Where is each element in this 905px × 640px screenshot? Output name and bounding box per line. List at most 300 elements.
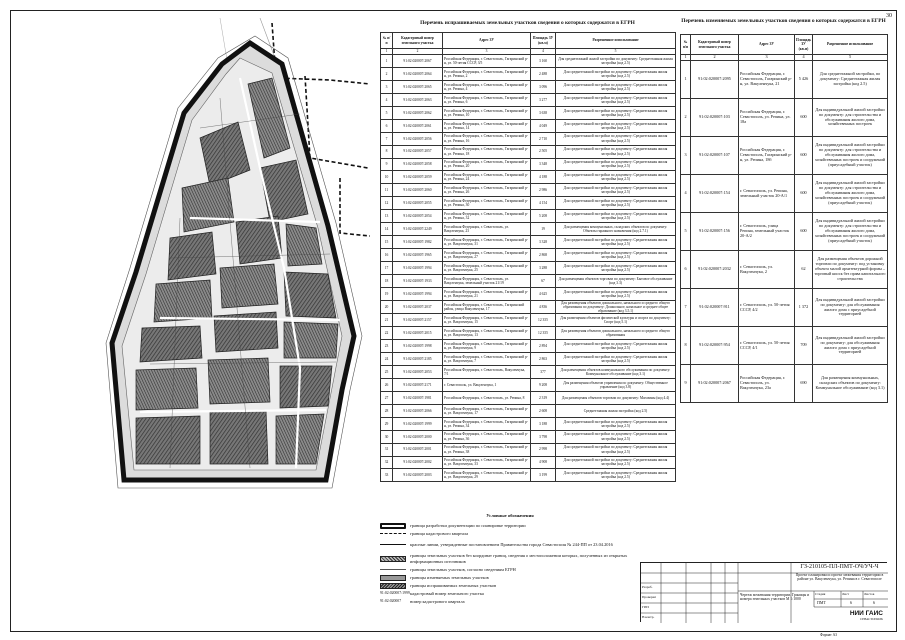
row-number: 8 xyxy=(681,327,691,365)
table-row xyxy=(381,223,676,236)
document-code: ГЗ-210105-ПЛ-ПМТ-ОЧ/УЧ-Ч xyxy=(800,564,879,570)
modified-parcels-table xyxy=(680,34,888,403)
parcel-area: 67 xyxy=(531,274,556,287)
table-row xyxy=(381,300,676,313)
permitted-use: Для среднеэтажной застройки по документу: Среднеэтажная жилая застройка (код 2.5) xyxy=(556,171,676,184)
row-number: 3 xyxy=(381,80,393,93)
col-number: 5 xyxy=(813,55,888,61)
title-block xyxy=(640,562,887,622)
cadastral-number: 91:02:020007:2002 xyxy=(393,456,443,469)
parcel-address: Российская Федерация, г. Севастополь, Гагаринский р-н, ул. Вакуленчука, 17 xyxy=(443,404,531,417)
table-row xyxy=(381,55,676,68)
permitted-use: Для среднеэтажной застройки по документу: Среднеэтажная жилая застройка (код 2.5) xyxy=(556,119,676,132)
permitted-use: Для среднеэтажной застройки по документу: Среднеэтажная жилая застройка (код 2.5) xyxy=(556,184,676,197)
row-number: 28 xyxy=(381,404,393,417)
cadastral-number: 91:02:020007:2054 xyxy=(393,210,443,223)
legend-item-kn xyxy=(380,590,640,598)
parcel-area: 2 868 xyxy=(531,249,556,262)
cadastral-number: 91:02:020007:1994 xyxy=(393,287,443,300)
parcel-address: Российская Федерация, г. Севастополь, Гагаринский р-н, ул. Репина, 18б xyxy=(739,137,795,175)
requested-parcels-table xyxy=(380,32,676,482)
cadastral-number: 91:02:020007:2063 xyxy=(393,93,443,106)
col-header-area: Площадь ЗУ (кв.м) xyxy=(531,33,556,49)
parcel xyxy=(286,224,322,266)
col-number: 3 xyxy=(443,49,531,55)
legend-text: границы земельных участков, согласно сведениям ЕГРН xyxy=(410,566,516,572)
permitted-use: Для среднеэтажной застройки по документу: Среднеэтажная жилая застройка (код 2.5) xyxy=(556,443,676,456)
role-chief: ГИП xyxy=(642,605,649,609)
cadastral-number: 91:02:020007:2015 xyxy=(393,327,443,340)
cadastral-number: 91:02:020007:2058 xyxy=(393,158,443,171)
permitted-use: Среднеэтажная жилая застройка (код 2.5) xyxy=(556,404,676,417)
col-header-cadastral: Кадастровый номер земельного участка xyxy=(691,35,739,55)
table-row xyxy=(681,365,888,403)
parcel xyxy=(168,232,216,280)
parcel-address: Российская Федерация, г. Севастополь, Гагаринский р-н, ул. Репина, 14 xyxy=(443,119,531,132)
permitted-use: Для размещения объектов дошкольного, начального и среднего общего образования по документу: Дошкольное, начальное и среднее общее образование (код 3.5.1) xyxy=(556,300,676,313)
parcel-area: 2 986 xyxy=(531,184,556,197)
cadastral-number: 91:02:020007:154 xyxy=(691,175,739,213)
table-row xyxy=(381,456,676,469)
parcel-area: 377 xyxy=(531,365,556,378)
sheet-value: 6 xyxy=(850,600,852,605)
table1-title: Перечень испрашиваемых земельных участков сведения о которых содержатся в ЕГРН xyxy=(420,20,635,26)
legend-text: граница разработки документации по планировке территории xyxy=(410,522,526,528)
row-number: 2 xyxy=(681,99,691,137)
parcel-area: 3 798 xyxy=(531,430,556,443)
table-row xyxy=(681,61,888,99)
parcel-address: Российская Федерация, г. Севастополь, Гагаринский р-н, ул. Репина, 4 xyxy=(443,80,531,93)
parcel-address: Российская Федерация, г. Севастополь, Гагаринский р-н, ул. Вакуленчука, 25 xyxy=(443,262,531,275)
boundary-symbol xyxy=(380,523,406,529)
parcel-address: Российская Федерация, г. Севастополь, Гагаринский р-н, ул. Вакуленчука, 31 xyxy=(443,236,531,249)
permitted-use: Для среднеэтажной застройки по документу: Среднеэтажная жилая застройка (код 2.5) xyxy=(556,106,676,119)
cadastral-number: 91:02:020007:2037 xyxy=(393,300,443,313)
cadastral-number: 91:02:020007:911 xyxy=(691,289,739,327)
col-number: 2 xyxy=(393,49,443,55)
col-header-use: Разрешенное использование xyxy=(813,35,888,55)
parcel-address: Российская Федерация, г. Севастополь, Гагаринский р-н, ул. Вакуленчука, 7 xyxy=(443,353,531,366)
parcel-area: 2 863 xyxy=(531,353,556,366)
row-number: 14 xyxy=(381,223,393,236)
permitted-use: Для среднеэтажной застройки по документу: Среднеэтажная жилая застройка (код 2.5) xyxy=(556,417,676,430)
parcel-address: Российская Федерация, г. Севастополь, Гагаринский р-н, ул. Вакуленчука, 21 xyxy=(739,61,795,99)
legend-item-no-coords xyxy=(380,552,640,566)
permitted-use: Для размещения объектов торговли по документу: Магазины (код 4.4) xyxy=(556,391,676,404)
table-row xyxy=(681,251,888,289)
parcel-area: 4 049 xyxy=(531,119,556,132)
parcel-address: Российская Федерация, г. Севастополь, Гагаринский р-н, ул. Репина, 38 xyxy=(443,443,531,456)
permitted-use: Для среднеэтажной застройки по документу: Среднеэтажная жилая застройка (код 2.5) xyxy=(556,210,676,223)
parcel xyxy=(280,366,332,408)
col-header-number: № п/п xyxy=(681,35,691,55)
permitted-use: Для среднеэтажной застройки по документу: Среднеэтажная жилая застройка (код 2.5) xyxy=(556,67,676,80)
row-number: 20 xyxy=(381,300,393,313)
permitted-use: Для размещения коммунальных, складских объектов по документу: Коммунальное обслуживание (код 3.1) xyxy=(813,365,888,403)
table-row xyxy=(381,119,676,132)
row-number: 19 xyxy=(381,287,393,300)
cadastral-number: 91:02:020007:1999 xyxy=(393,417,443,430)
row-number: 29 xyxy=(381,417,393,430)
legend-text: кадастровый номер земельного участка xyxy=(410,590,484,596)
parcel-area: 600 xyxy=(795,213,813,251)
table-row xyxy=(381,210,676,223)
parcel-area: 4 188 xyxy=(531,171,556,184)
parcel-address: Российская Федерация, г. Севастополь, ул. Вакуленчука, 23 xyxy=(443,223,531,236)
cadastral-number: 91:02:020007:1981 xyxy=(393,391,443,404)
permitted-use: Для среднеэтажной застройки по документу: Среднеэтажная жилая застройка (код 2.5) xyxy=(556,456,676,469)
organization-city: СЕВАСТОПОЛЬ xyxy=(860,617,883,621)
table-row xyxy=(381,391,676,404)
permitted-use: Для размещения объектов торговли по документу: Бытовое обслуживание (код 3.3) xyxy=(556,274,676,287)
parcel-area: 2 505 xyxy=(531,145,556,158)
legend-item-boundary xyxy=(380,522,640,530)
parcel-address: Российская Федерация, г. Севастополь, Гагаринский р-н, ул. Репина, 30 xyxy=(443,197,531,210)
row-number: 3 xyxy=(681,137,691,175)
row-number: 7 xyxy=(681,289,691,327)
row-number: 21 xyxy=(381,314,393,327)
parcel-address: Российская Федерация, г. Севастополь, Вакуленчука, 7/1 xyxy=(443,365,531,378)
role-checker: Проверил xyxy=(642,595,657,599)
row-number: 1 xyxy=(381,55,393,68)
parcel-address: г. Севастополь, ул. Вакуленчука, 2 xyxy=(739,251,795,289)
parcel-area: 600 xyxy=(795,137,813,175)
project-description: Проект планировки и проект межевания территории в районе ул. Вакуленчука, ул. Репина в г. Севастополе xyxy=(795,573,884,582)
parcel-area: 2 998 xyxy=(531,443,556,456)
table-row xyxy=(381,378,676,391)
table-row xyxy=(381,197,676,210)
row-number: 1 xyxy=(681,61,691,99)
parcel-address: Российская Федерация, г. Севастополь, Гагаринский р-н, ул. Вакуленчука, 13 xyxy=(443,327,531,340)
parcel-area: 2 710 xyxy=(531,132,556,145)
thin-line-symbol xyxy=(380,569,406,570)
permitted-use: Для среднеэтажной застройки по документу: Среднеэтажная жилая застройка (код 2.5) xyxy=(556,249,676,262)
table-row xyxy=(381,469,676,482)
parcel-area: 3 199 xyxy=(531,469,556,482)
parcel-address: Российская Федерация, г. Севастополь, Гагаринский р-н, ул. Вакуленчука, 9 xyxy=(443,340,531,353)
parcel xyxy=(136,416,200,464)
col-number: 4 xyxy=(531,49,556,55)
table-row xyxy=(381,365,676,378)
legend-code: 91:02:020007 xyxy=(380,599,402,604)
parcel-address: Российская Федерация, г. Севастополь, ул. Вакуленчука, 23а xyxy=(739,365,795,403)
permitted-use: Для размещения объектов управления по документу: Общественное управление (код 3.8) xyxy=(556,378,676,391)
parcel-area: 3 188 xyxy=(531,417,556,430)
cadastral-number: 91:02:020007:1965 xyxy=(393,249,443,262)
parcel-address: Российская Федерация, г. Севастополь, ул. Репина, ул. 18а xyxy=(739,99,795,137)
role-developer: Разраб. xyxy=(642,585,653,589)
cadastral-number: 91:02:020007:954 xyxy=(691,327,739,365)
table-row xyxy=(681,327,888,365)
stage-value: ПМТ xyxy=(817,600,826,605)
cadastral-number: 91:02:020007:2185 xyxy=(393,353,443,366)
legend-item-quarter-no xyxy=(380,598,640,606)
row-number: 30 xyxy=(381,430,393,443)
legend-text: номер кадастрового квартала xyxy=(410,598,465,604)
table-row xyxy=(381,132,676,145)
table-row xyxy=(381,158,676,171)
legend xyxy=(380,513,640,606)
col-number: 1 xyxy=(381,49,393,55)
permitted-use: Для индивидуальной жилой застройки по документу: для строительства и обслуживания жилого дома, хозяйственных построек и сооружений (приусадебный участок) xyxy=(813,175,888,213)
row-number: 4 xyxy=(381,93,393,106)
parcel-area: 3 288 xyxy=(531,262,556,275)
cadastral-number: 91:02:020007:2095 xyxy=(691,61,739,99)
legend-text: граница кадастрового квартала xyxy=(410,530,469,536)
cadastral-number: 91:02:020007:2060 xyxy=(393,184,443,197)
table-row xyxy=(381,314,676,327)
table-row xyxy=(381,236,676,249)
parcel-area: 3 638 xyxy=(531,106,556,119)
row-number: 15 xyxy=(381,236,393,249)
cadastral-number: 91:02:020007:107 xyxy=(691,137,739,175)
permitted-use: Для среднеэтажной застройки по документу: Среднеэтажная жилая застройка (код 2.5) xyxy=(556,145,676,158)
permitted-use: Для индивидуальной жилой застройки по документу: для обслуживания жилого дома с приусадебной территорией xyxy=(813,289,888,327)
parcel-address: Российская Федерация, г. Севастополь, Гагаринский р-н, ул. Репина, 16 xyxy=(443,132,531,145)
permitted-use: Для среднеэтажной застройки по документу: Среднеэтажная жилая застройка (код 2.5) xyxy=(556,158,676,171)
row-number: 10 xyxy=(381,171,393,184)
legend-text: границы изменяемых земельных участков xyxy=(410,574,489,580)
parcel-address: Российская Федерация, г. Севастополь, ул. Вакуленчука, земельный участок 21/19 xyxy=(443,274,531,287)
permitted-use: Для индивидуальной жилой застройки по документу: для обслуживания жилого дома с приусадебной территорией xyxy=(813,327,888,365)
parcel-address: г. Севастополь, ул. Вакуленчука, 1 xyxy=(443,378,531,391)
permitted-use: Для индивидуальной жилой застройки по документу: для строительства и обслуживания жилого дома, хозяйственных построек и сооружений (приусадебный участок) xyxy=(813,137,888,175)
cadastral-number: 91:02:020007:2001 xyxy=(393,443,443,456)
permitted-use: Для среднеэтажной застройки по документу: Среднеэтажная жилая застройка (код 2.5) xyxy=(556,236,676,249)
parcel-address: Российская Федерация, г. Севастополь, Гагаринский р-н, ул. Репина, 6 xyxy=(443,93,531,106)
parcel xyxy=(210,410,268,464)
parcel-area: 12 355 xyxy=(531,327,556,340)
row-number: 12 xyxy=(381,197,393,210)
permitted-use: Для среднеэтажной застройки по документу: Среднеэтажная жилая застройка (код 2.5) xyxy=(556,430,676,443)
row-number: 11 xyxy=(381,184,393,197)
legend-item-requested xyxy=(380,582,640,590)
parcel-address: Российская Федерация, г. Севастополь, Гагаринский р-н, ул. Репина, 32 xyxy=(443,210,531,223)
parcel-address: г. Севастополь, улица Репина, земельный участок 20-А/2 xyxy=(739,213,795,251)
parcel-address: Российская Федерация, г. Севастополь, Гагаринский р-н, ул. Вакуленчука, 33 xyxy=(443,456,531,469)
parcel-address: г. Севастополь, ул. 50-летия СССР, 4/2 xyxy=(739,289,795,327)
table-row xyxy=(381,67,676,80)
col-number: 5 xyxy=(556,49,676,55)
legend-item-egrn xyxy=(380,566,640,574)
col-header-area: Площадь ЗУ (кв.м) xyxy=(795,35,813,55)
table-row xyxy=(681,175,888,213)
table-row xyxy=(381,249,676,262)
parcel-address: Российская Федерация, г. Севастополь, Гагаринский р-н, ул. Вакуленчука, 21 xyxy=(443,287,531,300)
red-line-symbol xyxy=(380,544,406,545)
cadastral-number: 91:02:020007:1933 xyxy=(393,274,443,287)
parcel-area: 709 xyxy=(795,327,813,365)
cadastral-number: 91:02:020007:2066 xyxy=(393,404,443,417)
table-row xyxy=(681,213,888,251)
permitted-use: Для среднеэтажной застройки по документу: Среднеэтажная жилая застройка (код 2.5) xyxy=(556,287,676,300)
cadastral-number: 91:02:020007:2064 xyxy=(393,67,443,80)
dashed-line-symbol xyxy=(380,533,406,534)
sheet-label: Лист xyxy=(842,592,850,596)
permitted-use: Для среднеэтажной застройки по документу: Среднеэтажная жилая застройка (код 2.5) xyxy=(556,262,676,275)
cadastral-number: 91:02:020007:2062 xyxy=(393,106,443,119)
legend-code: 91:02:020007:1999 xyxy=(380,591,410,596)
table-row xyxy=(381,417,676,430)
parcel xyxy=(276,414,324,464)
permitted-use: Для среднеэтажной застройки, по документу: Среднеэтажная жилая застройка (код 2.5) xyxy=(813,61,888,99)
permitted-use: Для размещения объектов физической культуры и спорта по документу: Спорт (код 5.1) xyxy=(556,314,676,327)
sheets-label: Листов xyxy=(864,592,875,596)
permitted-use: Для среднеэтажной застройки по документу: Среднеэтажная жилая застройка (код 2.5) xyxy=(556,93,676,106)
stage-label: Стадия xyxy=(815,592,826,596)
organization-logo: НИИ ГАИС xyxy=(849,610,883,617)
parcel xyxy=(236,216,282,264)
parcel-area: 1 372 xyxy=(795,289,813,327)
parcel-area: 4 908 xyxy=(531,456,556,469)
table-row xyxy=(381,340,676,353)
legend-text: границы земельных участков без координат границ, сведения о местоположении которых, полученных из открытых информационных источников xyxy=(410,553,628,564)
cadastral-number: 91:02:020007:2055 xyxy=(393,197,443,210)
table-row xyxy=(381,106,676,119)
row-number: 32 xyxy=(381,456,393,469)
parcel-area: 3 160 xyxy=(531,55,556,68)
col-number: 1 xyxy=(681,55,691,61)
parcel xyxy=(154,280,212,322)
cadastral-number: 91:02:020007:2003 xyxy=(393,469,443,482)
sheets-value: 6 xyxy=(873,600,875,605)
permitted-use: Для размещения объектов коммунального обслуживания по документу: Коммунальное обслуживание (код 3.1) xyxy=(556,365,676,378)
col-header-number: № п/п xyxy=(381,33,393,49)
legend-title: Условные обозначения xyxy=(486,513,534,518)
modified-symbol xyxy=(380,575,406,581)
parcel xyxy=(208,358,270,404)
parcel xyxy=(140,326,202,362)
cadastral-number: 91:02:020007:2000 xyxy=(393,430,443,443)
parcel-area: 3 277 xyxy=(531,93,556,106)
parcel-area: 12 355 xyxy=(531,314,556,327)
row-number: 13 xyxy=(381,210,393,223)
permitted-use: Для индивидуальной жилой застройки по документу: для строительства и обслуживания жилого дома, хозяйственных построек и сооружений (приусадебный участок) xyxy=(813,213,888,251)
legend-item-modified xyxy=(380,574,640,582)
parcel-area: 4 154 xyxy=(531,197,556,210)
cadastral-number: 91:02:020007:2059 xyxy=(393,171,443,184)
permitted-use: Для размещения объектов дорожной торговли по документу: под установку объекта малой архитектурной формы – торговый киоск без права капитального строительства xyxy=(813,251,888,289)
cadastral-number: 91:02:020007:2032 xyxy=(691,251,739,289)
row-number: 16 xyxy=(381,249,393,262)
table-row xyxy=(381,443,676,456)
site-plan xyxy=(100,18,370,498)
parcel-area: 4 625 xyxy=(531,287,556,300)
parcel-address: Российская Федерация, г. Севастополь, Гагаринский р-н, ул. Репина, 36 xyxy=(443,430,531,443)
col-header-cadastral: Кадастровый номер земельного участка xyxy=(393,33,443,49)
legend-text: границы испрашиваемых земельных участков xyxy=(410,582,497,588)
row-number: 22 xyxy=(381,327,393,340)
row-number: 6 xyxy=(381,119,393,132)
row-number: 25 xyxy=(381,365,393,378)
row-number: 18 xyxy=(381,274,393,287)
table-row xyxy=(381,353,676,366)
parcel-area: 3 096 xyxy=(531,80,556,93)
permitted-use: Для среднеэтажной застройки по документу: Среднеэтажная жилая застройка (код 2.5) xyxy=(556,353,676,366)
cadastral-number: 91:02:020007:2067 xyxy=(691,365,739,403)
parcel-area: 2 608 xyxy=(531,404,556,417)
col-number: 4 xyxy=(795,55,813,61)
row-number: 23 xyxy=(381,340,393,353)
parcel-address: Российская Федерация, г. Севастополь, Гагаринский р-н, ул. Репина, 34 xyxy=(443,417,531,430)
table-row xyxy=(381,404,676,417)
row-number: 31 xyxy=(381,443,393,456)
row-number: 5 xyxy=(381,106,393,119)
cadastral-number: 91:02:020007:1982 xyxy=(393,236,443,249)
permitted-use: Для среднеэтажной застройки по документу: Среднеэтажная жилая застройка (код 2.5) xyxy=(556,469,676,482)
table-row xyxy=(381,327,676,340)
permitted-use: Для размещения объектов дошкольного, начального и среднего общего образования xyxy=(556,327,676,340)
table-row xyxy=(381,274,676,287)
table-row xyxy=(681,137,888,175)
table-row xyxy=(381,262,676,275)
table-row xyxy=(681,99,888,137)
sheet-name: Чертеж межевания территории. Границы и номера земельных участков М 1:1000 xyxy=(740,593,810,602)
row-number: 33 xyxy=(381,469,393,482)
col-number: 3 xyxy=(739,55,795,61)
row-number: 17 xyxy=(381,262,393,275)
cadastral-number: 91:02:020007:2065 xyxy=(393,80,443,93)
cadastral-number: 91:02:020007:103 xyxy=(691,99,739,137)
cadastral-number: 91:02:020007:2157 xyxy=(393,314,443,327)
parcel-area: 5 426 xyxy=(795,61,813,99)
parcel-area: 2 488 xyxy=(531,67,556,80)
parcel xyxy=(284,322,338,358)
table-row xyxy=(381,145,676,158)
table-row xyxy=(681,289,888,327)
cadastral-number: 91:02:020007:2053 xyxy=(393,365,443,378)
parcel-address: Российская Федерация, г. Севастополь, ул. Репина, 8 xyxy=(443,391,531,404)
cadastral-number: 91:02:020007:2061 xyxy=(393,119,443,132)
parcel-area: 62 xyxy=(795,251,813,289)
row-number: 26 xyxy=(381,378,393,391)
page-number: 30 xyxy=(886,13,892,19)
table-row xyxy=(381,430,676,443)
row-number: 5 xyxy=(681,213,691,251)
cadastral-number: 91:02:020007:1998 xyxy=(393,340,443,353)
parcel-area: 600 xyxy=(795,99,813,137)
cadastral-number: 91:02:020007:2067 xyxy=(393,55,443,68)
cadastral-number: 91:02:020007:2249 xyxy=(393,223,443,236)
permitted-use: Для среднеэтажной застройки по документу: Среднеэтажная жилая застройка (код 2.5) xyxy=(556,340,676,353)
parcel xyxy=(220,264,278,308)
parcel-area: 3 348 xyxy=(531,158,556,171)
sheet-format: Формат А3 xyxy=(820,633,837,637)
parcel-address: Российская Федерация, г. Севастополь, Гагаринский район, улица Вакуленчука, 17 xyxy=(443,300,531,313)
row-number: 7 xyxy=(381,132,393,145)
parcel-address: Российская Федерация, г. Севастополь, Гагаринский р-н, ул. Репина, 10 xyxy=(443,106,531,119)
cadastral-number: 91:02:020007:1994 xyxy=(393,262,443,275)
permitted-use: Для среднеэтажной застройки по документу: Среднеэтажная жилая застройка (код 2.5) xyxy=(556,80,676,93)
parcel-area: 690 xyxy=(795,365,813,403)
parcel-address: г. Севастополь, ул. Репина, земельный участок 20-А/1 xyxy=(739,175,795,213)
parcel-address: Российская Федерация, г. Севастополь, Гагаринский р-н, ул. Вакуленчука, 15 xyxy=(443,314,531,327)
table-row xyxy=(381,287,676,300)
col-header-use: Разрешенное использование xyxy=(556,33,676,49)
table2-title: Перечень изменяемых земельных участков сведения о которых содержатся в ЕГРН xyxy=(681,18,886,24)
parcel-area: 2 894 xyxy=(531,340,556,353)
legend-item-red-lines xyxy=(380,538,640,552)
col-header-address: Адрес ЗУ xyxy=(443,33,531,49)
permitted-use: Для среднеэтажной застройки по документу: Среднеэтажная жилая застройка (код 2.5) xyxy=(556,132,676,145)
parcel-area: 2 319 xyxy=(531,391,556,404)
parcel-area: 600 xyxy=(795,175,813,213)
parcel xyxy=(136,368,198,410)
legend-text: красные линии, утвержденные постановлением Правительства города Севастополя № 244-ПП от 23.04.2016 xyxy=(410,541,613,547)
col-header-address: Адрес ЗУ xyxy=(739,35,795,55)
col-number: 2 xyxy=(691,55,739,61)
permitted-use: Для среднеэтажной жилой застройки по документу: Среднеэтажная жилая застройка (код 2.5) xyxy=(556,55,676,68)
